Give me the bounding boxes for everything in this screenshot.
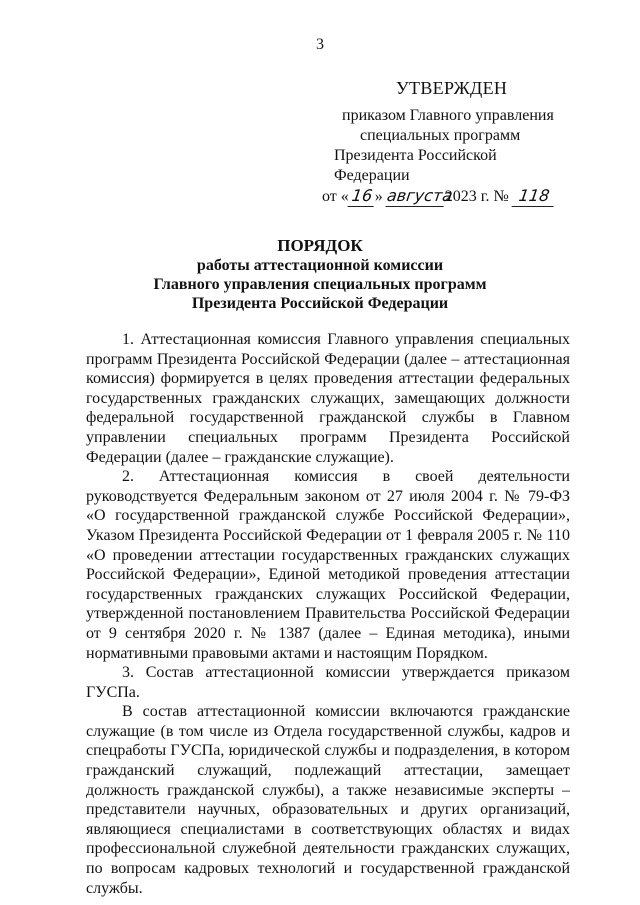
title-line-2: Главного управления специальных программ: [153, 276, 487, 293]
paragraph-4: В состав аттестационной комиссии включаются гражданские служащие (в том числе из Отдела государственной службы, кадров и спецработы ГУСПа, юридической службы и подразделения, в котором гражданский служащий, подлежащий аттестации, замещает должность гражданской службы), а также независимые эксперты – представители научных, образовательных и других организаций, являющиеся специалистами в соответствующих областях и видах профессиональной служебной деятельности гражданских служащих, по вопросам кадровых технологий и государственной гражданской службы.: [86, 703, 570, 897]
date-mid: »: [374, 188, 383, 205]
approval-line-1: приказом Главного управления: [342, 107, 554, 124]
title-line-3: Президента Российской Федерации: [191, 295, 449, 312]
paragraph-2: 2. Аттестационная комиссия в своей деятельности руководствуется Федеральным законом от 27 июля 2004 г. № 79-ФЗ «О государственной гражданской службе Российской Федерации», Указом Президента Российской Федерации от 1 февраля 2005 г. № 110 «О проведении аттестации государственных гражданских служащих Российской Федерации», Единой методикой проведения аттестации государственных гражданских служащих Российской Федерации, утвержденной постановлением Правительства Российской Федерации от 9 сентября 2020 г. № 1387 (далее – Единая методика), иными нормативными правовыми актами и настоящим Порядком.: [86, 468, 570, 662]
handwritten-day: 16: [347, 186, 376, 207]
title-line-1: работы аттестационной комиссии: [196, 257, 444, 274]
approval-line-2: специальных программ: [360, 127, 521, 144]
page-number: 3: [316, 36, 324, 53]
paragraph-3: 3. Состав аттестационной комиссии утверждается приказом ГУСПа.: [86, 664, 570, 701]
handwritten-order-number: 118: [511, 186, 556, 207]
date-prefix: от «: [322, 188, 349, 205]
date-year: 2023 г.: [444, 188, 490, 205]
approval-stamp: УТВЕРЖДЕН: [396, 78, 508, 98]
paragraph-1: 1. Аттестационная комиссия Главного управления специальных программ Президента Российской Федерации (далее – аттестационная комиссия) формируется в целях проведения аттестации федеральных государственных гражданских служащих, замещающих должности федеральной государственной гражданской службы в Главном управлении специальных программ Президента Российской Федерации (далее – гражданские служащие).: [86, 331, 570, 466]
approval-date-line: [322, 186, 572, 207]
document-body: [86, 330, 570, 898]
number-sign: №: [493, 188, 509, 205]
title-main: ПОРЯДОК: [277, 236, 363, 255]
approval-line-3: Президента Российской Федерации: [334, 147, 497, 184]
approval-block: [322, 78, 572, 207]
handwritten-month: августа: [385, 186, 454, 205]
document-title: [0, 236, 640, 313]
